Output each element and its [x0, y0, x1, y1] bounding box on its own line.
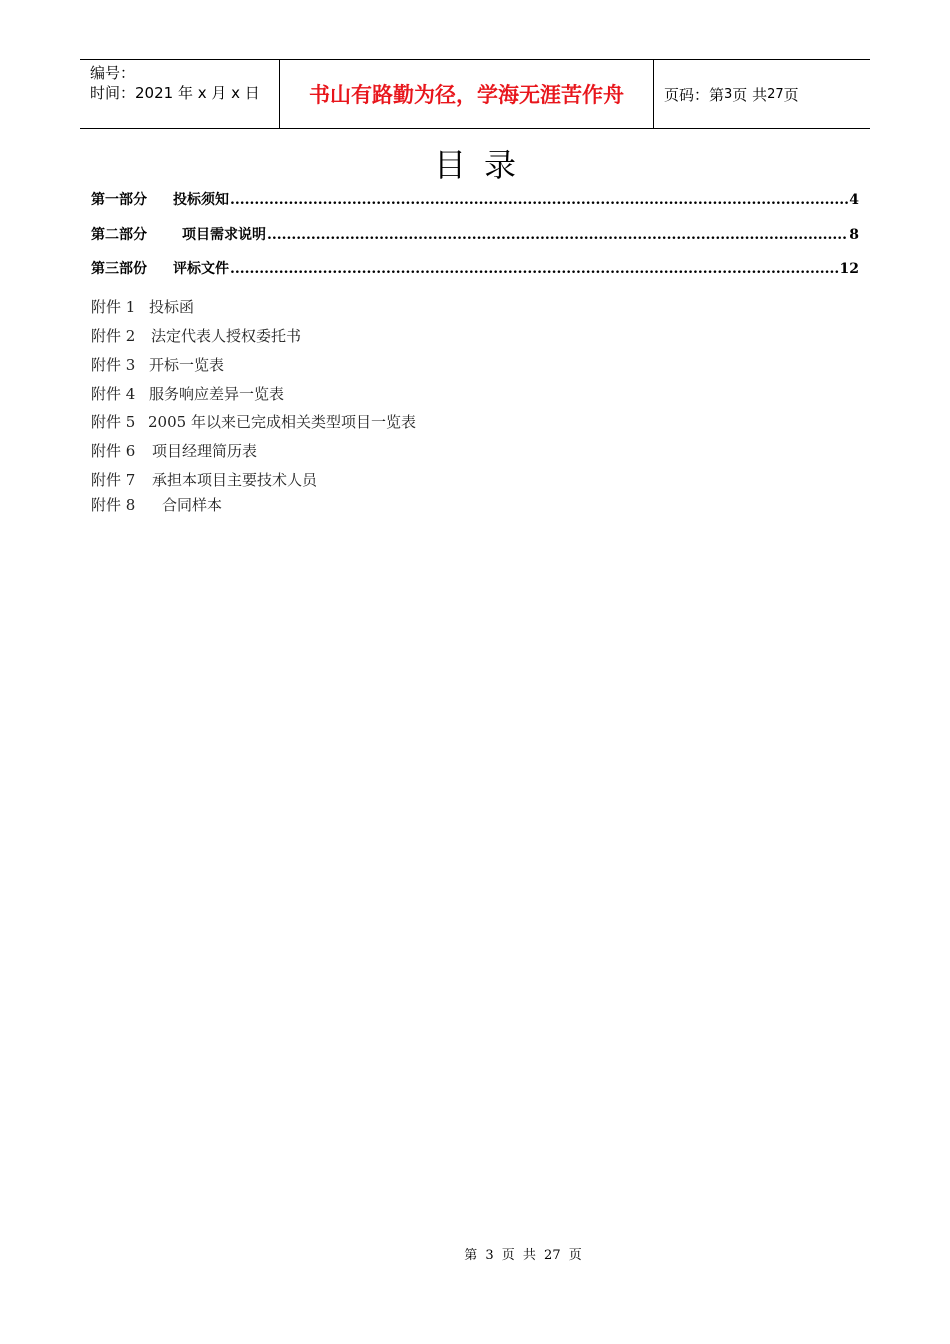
attachment-title: 2005 年以来已完成相关类型项目一览表: [148, 413, 416, 431]
attachment-item: [91, 495, 222, 515]
page-header: [80, 59, 870, 129]
toc-entry[interactable]: [91, 259, 859, 279]
page-current: 3: [724, 86, 733, 102]
toc-title: 目录: [433, 146, 534, 184]
attachment-label: 附件 7: [91, 471, 136, 489]
toc-entry[interactable]: [91, 225, 859, 245]
attachment-label: 附件 1: [91, 298, 136, 316]
toc-page-number: 12: [839, 261, 859, 277]
toc-leader-dots: [230, 190, 848, 208]
attachment-label: 附件 3: [91, 356, 136, 374]
attachment-label: 附件 4: [91, 385, 136, 403]
attachment-item: [91, 326, 301, 346]
header-meta: [80, 60, 280, 128]
attachment-title: 服务响应差异一览表: [149, 385, 285, 403]
document-number-label: 编号：: [90, 64, 136, 82]
attachment-item: [91, 355, 224, 375]
attachment-title: 开标一览表: [149, 356, 225, 374]
attachment-title: 项目经理简历表: [152, 442, 258, 460]
attachment-title: 法定代表人授权委托书: [151, 327, 302, 345]
toc-leader-dots: [230, 259, 839, 277]
page-mid: 页 共: [732, 85, 768, 104]
page-suffix: 页: [783, 85, 799, 104]
header-motto: 书山有路勤为径，学海无涯苦作舟: [280, 60, 654, 128]
toc-entry-title: 投标须知: [173, 192, 229, 208]
attachment-item: [91, 412, 416, 432]
toc-part: 第三部份: [91, 261, 147, 277]
attachment-label: 附件 2: [91, 327, 136, 345]
toc-page-number: 4: [849, 192, 859, 208]
toc-entry-title: 项目需求说明: [182, 227, 266, 243]
document-time: 时间：2021 年 x 月 x 日: [90, 84, 260, 102]
attachment-title: 投标函: [149, 298, 195, 316]
toc-page-number: 8: [849, 227, 859, 243]
toc-leader-dots: [267, 225, 848, 243]
toc-part: 第二部分: [91, 227, 147, 243]
attachment-label: 附件 8: [91, 496, 136, 514]
attachment-title: 承担本项目主要技术人员: [152, 471, 318, 489]
attachment-item: [91, 384, 284, 404]
attachment-item: [91, 297, 194, 317]
page-footer: 第 3 页 共 27 页: [464, 1248, 582, 1263]
header-page-info: [654, 60, 870, 128]
attachment-label: 附件 6: [91, 442, 136, 460]
page-total: 27: [767, 86, 784, 102]
attachment-title: 合同样本: [162, 496, 223, 514]
attachment-label: 附件 5: [91, 413, 136, 431]
page-prefix: 页码：第: [664, 85, 725, 104]
toc-part: 第一部分: [91, 192, 147, 208]
attachment-item: [91, 470, 317, 490]
toc-entry[interactable]: [91, 190, 859, 210]
attachment-item: [91, 441, 257, 461]
toc-entry-title: 评标文件: [173, 261, 229, 277]
